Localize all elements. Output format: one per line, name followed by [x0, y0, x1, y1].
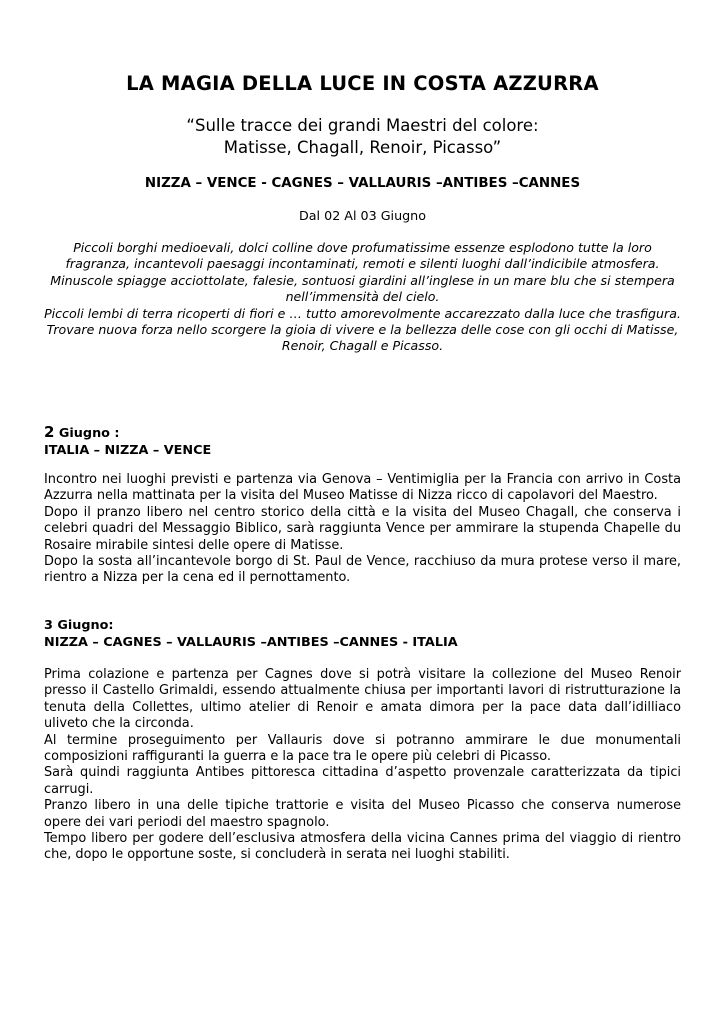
day1-label: Giugno : — [58, 426, 120, 441]
day2-paragraph: Al termine proseguimento per Vallauris dove si potranno ammirare le due monumentali composizioni raffiguranti la guerra e la pace tra le opere più celebri di Picasso. — [44, 732, 681, 765]
day1-route: ITALIA – NIZZA – VENCE — [44, 442, 212, 458]
document-title: LA MAGIA DELLA LUCE IN COSTA AZZURRA — [126, 72, 599, 95]
day1-heading — [44, 424, 684, 459]
day2-paragraph: Tempo libero per godere dell’esclusiva atmosfera della vicina Cannes prima del viaggio di rientro che, dopo le opportune soste, si concluderà in serata nei luoghi stabiliti. — [44, 831, 681, 863]
day2-paragraph: Sarà quindi raggiunta Antibes pittoresca cittadina d’aspetto provenzale caratterizzata da tipici carrugi. — [44, 765, 681, 797]
intro-paragraph: Piccoli lembi di terra ricoperti di fiori e … tutto amorevolmente accarezzato dalla luce che trasfigura. — [44, 305, 681, 321]
day1-paragraph: Dopo la sosta all’incantevole borgo di St. Paul de Vence, racchiuso da mura protese verso il mare, rientro a Nizza per la cena ed il pernottamento. — [44, 554, 681, 586]
intro-paragraph: Minuscole spiagge acciottolate, falesie, sontuosi giardini all’inglese in un mare blu che si stempera nell’immensità del cielo. — [50, 272, 675, 305]
day1-description — [44, 472, 681, 587]
places-list: NIZZA – VENCE - CAGNES – VALLAURIS –ANTIBES –CANNES — [144, 176, 581, 191]
document-subtitle — [0, 115, 725, 159]
day2-paragraph: Pranzo libero in una delle tipiche trattorie e visita del Museo Picasso che conserva numerose opere dei vari periodi del maestro spagnolo. — [44, 798, 681, 830]
day2-route: NIZZA – CAGNES – VALLAURIS –ANTIBES –CANNES - ITALIA — [44, 634, 458, 650]
travel-dates: Dal 02 Al 03 Giugno — [299, 208, 426, 223]
subtitle-line: Matisse, Chagall, Renoir, Picasso” — [223, 138, 502, 157]
day1-paragraph: Dopo il pranzo libero nel centro storico della città e la visita del Museo Chagall, che conserva i celebri quadri del Messaggio Biblico, sarà raggiunta Vence per ammirare la stupenda Chapelle du Rosaire mirabile sintesi delle opere di Matisse. — [44, 504, 681, 553]
day2-paragraph: Prima colazione e partenza per Cagnes dove si potrà visitare la collezione del Museo Renoir presso il Castello Grimaldi, essendo attualmente chiusa per importanti lavori di ristrutturazione la tenuta della Collettes, ultimo atelier di Renoir e amata dimora per la pace data dall’idilliaco uliveto che la circonda. — [44, 667, 681, 732]
intro-paragraph: Piccoli borghi medioevali, dolci colline dove profumatissime essenze esplodono tutte la loro fragranza, incantevoli paesaggi incontaminati, remoti e silenti luoghi dall’indicibile atmosfera. — [65, 240, 660, 272]
day1-paragraph: Incontro nei luoghi previsti e partenza via Genova – Ventimiglia per la Francia con arrivo in Costa Azzurra nella mattinata per la visita del Museo Matisse di Nizza ricco di capolavori del Maestro. — [44, 472, 681, 504]
day2-heading — [44, 618, 684, 651]
intro-paragraph: Trovare nuova forza nello scorgere la gioia di vivere e la bellezza delle cose con gli occhi di Matisse, Renoir, Chagall e Picasso. — [46, 322, 679, 354]
day2-description — [44, 667, 681, 864]
subtitle-line: “Sulle tracce dei grandi Maestri del colore: — [186, 116, 539, 135]
day2-label: 3 Giugno: — [44, 618, 114, 633]
day1-number: 2 — [44, 423, 55, 441]
intro-text — [40, 240, 685, 355]
